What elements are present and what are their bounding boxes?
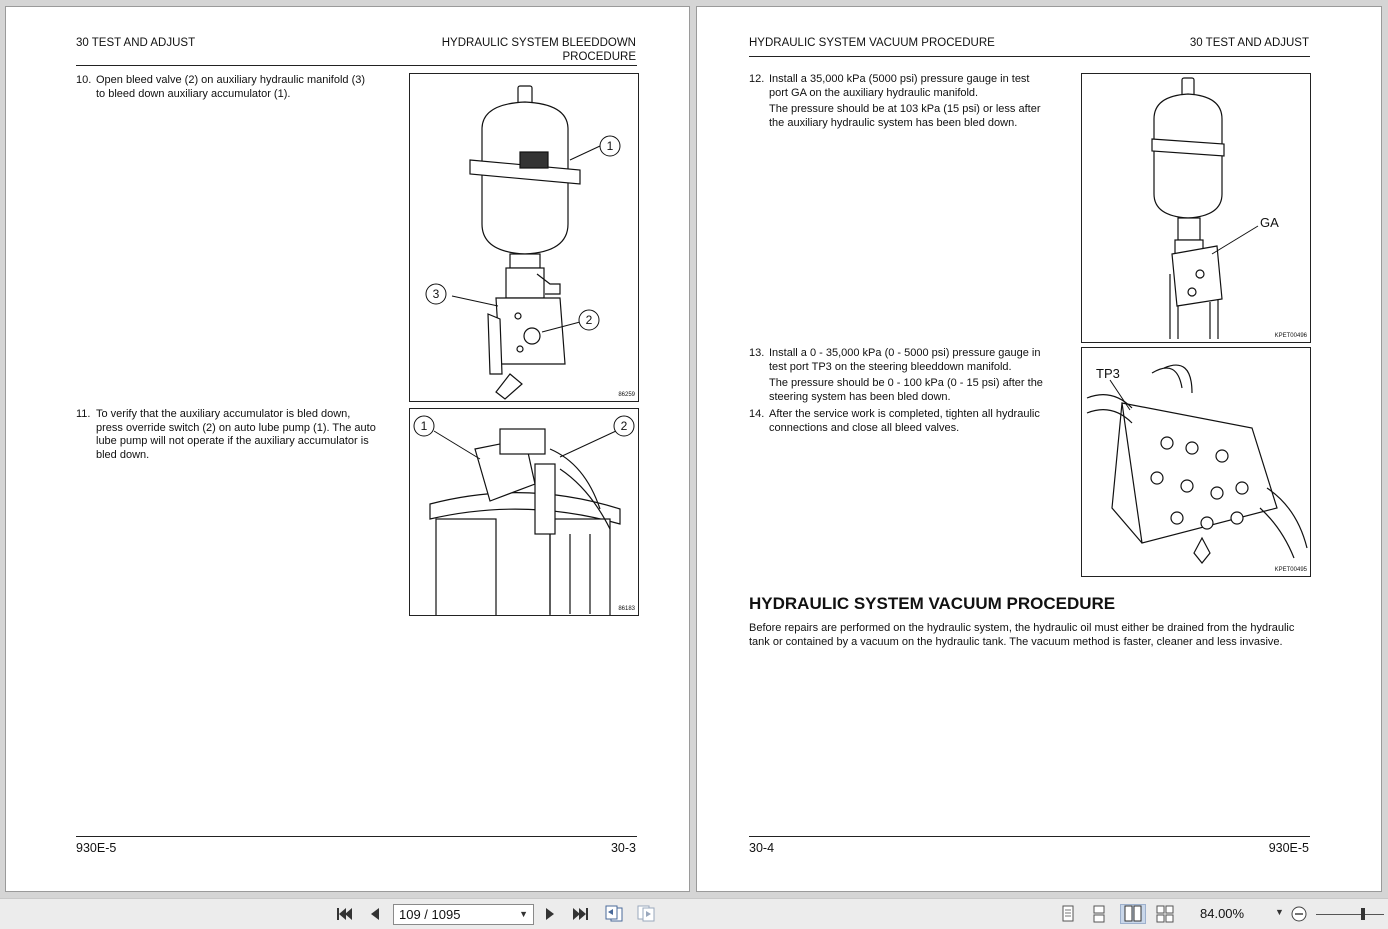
step-line: Open bleed valve (2) on auxiliary hydraulic manifold (3) [96,74,366,86]
step-line: test port TP3 on the steering bleeddown manifold. [769,360,1012,373]
section-paragraph [749,621,1319,649]
auto-lube-pump-figure [409,408,639,616]
header-divider [749,56,1310,57]
step-line: press override switch (2) on auto lube pump (1). The auto [96,421,376,434]
previous-view-button[interactable] [603,904,625,924]
step-line: bled down. [96,448,150,461]
footer-divider [749,836,1310,837]
steering-manifold-tp3-figure [1081,347,1311,577]
step-number: 10. [76,74,92,86]
callout-label: 1 [606,139,614,153]
section-heading: HYDRAULIC SYSTEM VACUUM PROCEDURE [749,594,1116,613]
left-page [5,6,690,892]
step-line: lube pump will not operate if the auxiliary accumulator is [96,435,369,447]
first-page-button[interactable] [333,904,355,924]
paragraph-line: Before repairs are performed on the hydraulic system, the hydraulic oil must either be drained from the hydraulic [749,622,1295,634]
step-line: port GA on the auxiliary hydraulic manifold. [769,86,979,99]
header-divider [76,65,637,66]
callout-label: 2 [620,419,628,433]
previous-page-icon [368,906,382,922]
paragraph-line: tank or contained by a vacuum on the hydraulic tank. The vacuum method is faster, cleaner and less invasive. [749,636,1283,648]
test-port-label: TP3 [1096,366,1120,381]
step-note-line: the auxiliary hydraulic system has been bled down. [769,116,1018,129]
next-page-icon [543,906,557,922]
footer-model: 930E-5 [1268,841,1309,855]
step-number: 11. [76,408,91,420]
page-indicator: 109 / 1095 [399,907,461,922]
step-note-line: The pressure should be at 103 kPa (15 psi) or less after [769,103,1041,115]
next-view-button[interactable] [635,904,657,924]
footer-divider [76,836,637,837]
figure-code: KPET00496 [1274,333,1307,339]
zoom-slider-track[interactable] [1316,914,1384,915]
footer-page-number: 30-3 [610,841,636,855]
test-port-label: GA [1260,215,1279,230]
gauge-port-ga-illustration [1082,74,1311,343]
step-line: To verify that the auxiliary accumulator is bled down, [96,408,351,420]
last-page-icon [572,906,590,922]
next-page-button[interactable] [539,904,561,924]
single-page-view-icon [1060,905,1076,923]
zoom-slider-handle[interactable] [1361,908,1365,920]
left-header-title [442,36,636,64]
left-header-title-line1: HYDRAULIC SYSTEM BLEEDDOWN [441,37,636,49]
right-page [696,6,1382,892]
accumulator-illustration [410,74,639,402]
last-page-button[interactable] [570,904,592,924]
figure-code: KPET00495 [1274,567,1307,573]
accumulator-figure [409,73,639,402]
callout-label: 1 [420,419,428,433]
step-line: After the service work is completed, tighten all hydraulic [769,408,1040,420]
two-page-view-icon [1123,905,1143,923]
navigation-toolbar [0,898,1388,929]
right-header-title: HYDRAULIC SYSTEM VACUUM PROCEDURE [749,37,995,49]
two-page-continuous-view-button[interactable] [1154,904,1176,924]
left-header-section: 30 TEST AND ADJUST [76,37,196,49]
single-page-view-button[interactable] [1057,904,1079,924]
step-number: 13. [749,347,765,359]
continuous-view-button[interactable] [1088,904,1110,924]
right-header-section: 30 TEST AND ADJUST [1189,37,1309,49]
figure-code: 86259 [618,392,635,398]
previous-page-button[interactable] [364,904,386,924]
page-number-input[interactable] [393,904,534,925]
step-number: 14. [749,408,765,420]
continuous-view-icon [1091,905,1107,923]
two-page-view-button[interactable] [1120,904,1146,924]
step-number: 12. [749,73,765,85]
zoom-out-icon [1290,905,1308,923]
callout-label: 2 [585,313,593,327]
auto-lube-pump-illustration [410,409,639,616]
steering-manifold-tp3-illustration [1082,348,1311,577]
zoom-dropdown-icon[interactable]: ▼ [1275,907,1284,917]
step-line: connections and close all bleed valves. [769,421,960,434]
previous-view-icon [604,905,624,923]
step-note-line: The pressure should be 0 - 100 kPa (0 - 15 psi) after the [769,377,1043,389]
footer-model: 930E-5 [76,841,117,855]
next-view-icon [636,905,656,923]
footer-page-number: 30-4 [749,841,775,855]
step-line: Install a 0 - 35,000 kPa (0 - 5000 psi) pressure gauge in [769,347,1041,359]
first-page-icon [335,906,353,922]
zoom-level[interactable]: 84.00% [1200,906,1245,921]
two-page-continuous-view-icon [1155,905,1175,923]
callout-label: 3 [432,287,440,301]
gauge-port-ga-figure [1081,73,1311,343]
step-line: to bleed down auxiliary accumulator (1). [96,87,291,100]
zoom-out-button[interactable] [1288,904,1310,924]
chevron-down-icon[interactable]: ▼ [519,909,528,919]
step-line: Install a 35,000 kPa (5000 psi) pressure gauge in test [769,73,1030,85]
step-note-line: steering system has been bled down. [769,390,951,403]
figure-code: 86183 [618,606,635,612]
left-header-title-line2: PROCEDURE [562,51,636,63]
